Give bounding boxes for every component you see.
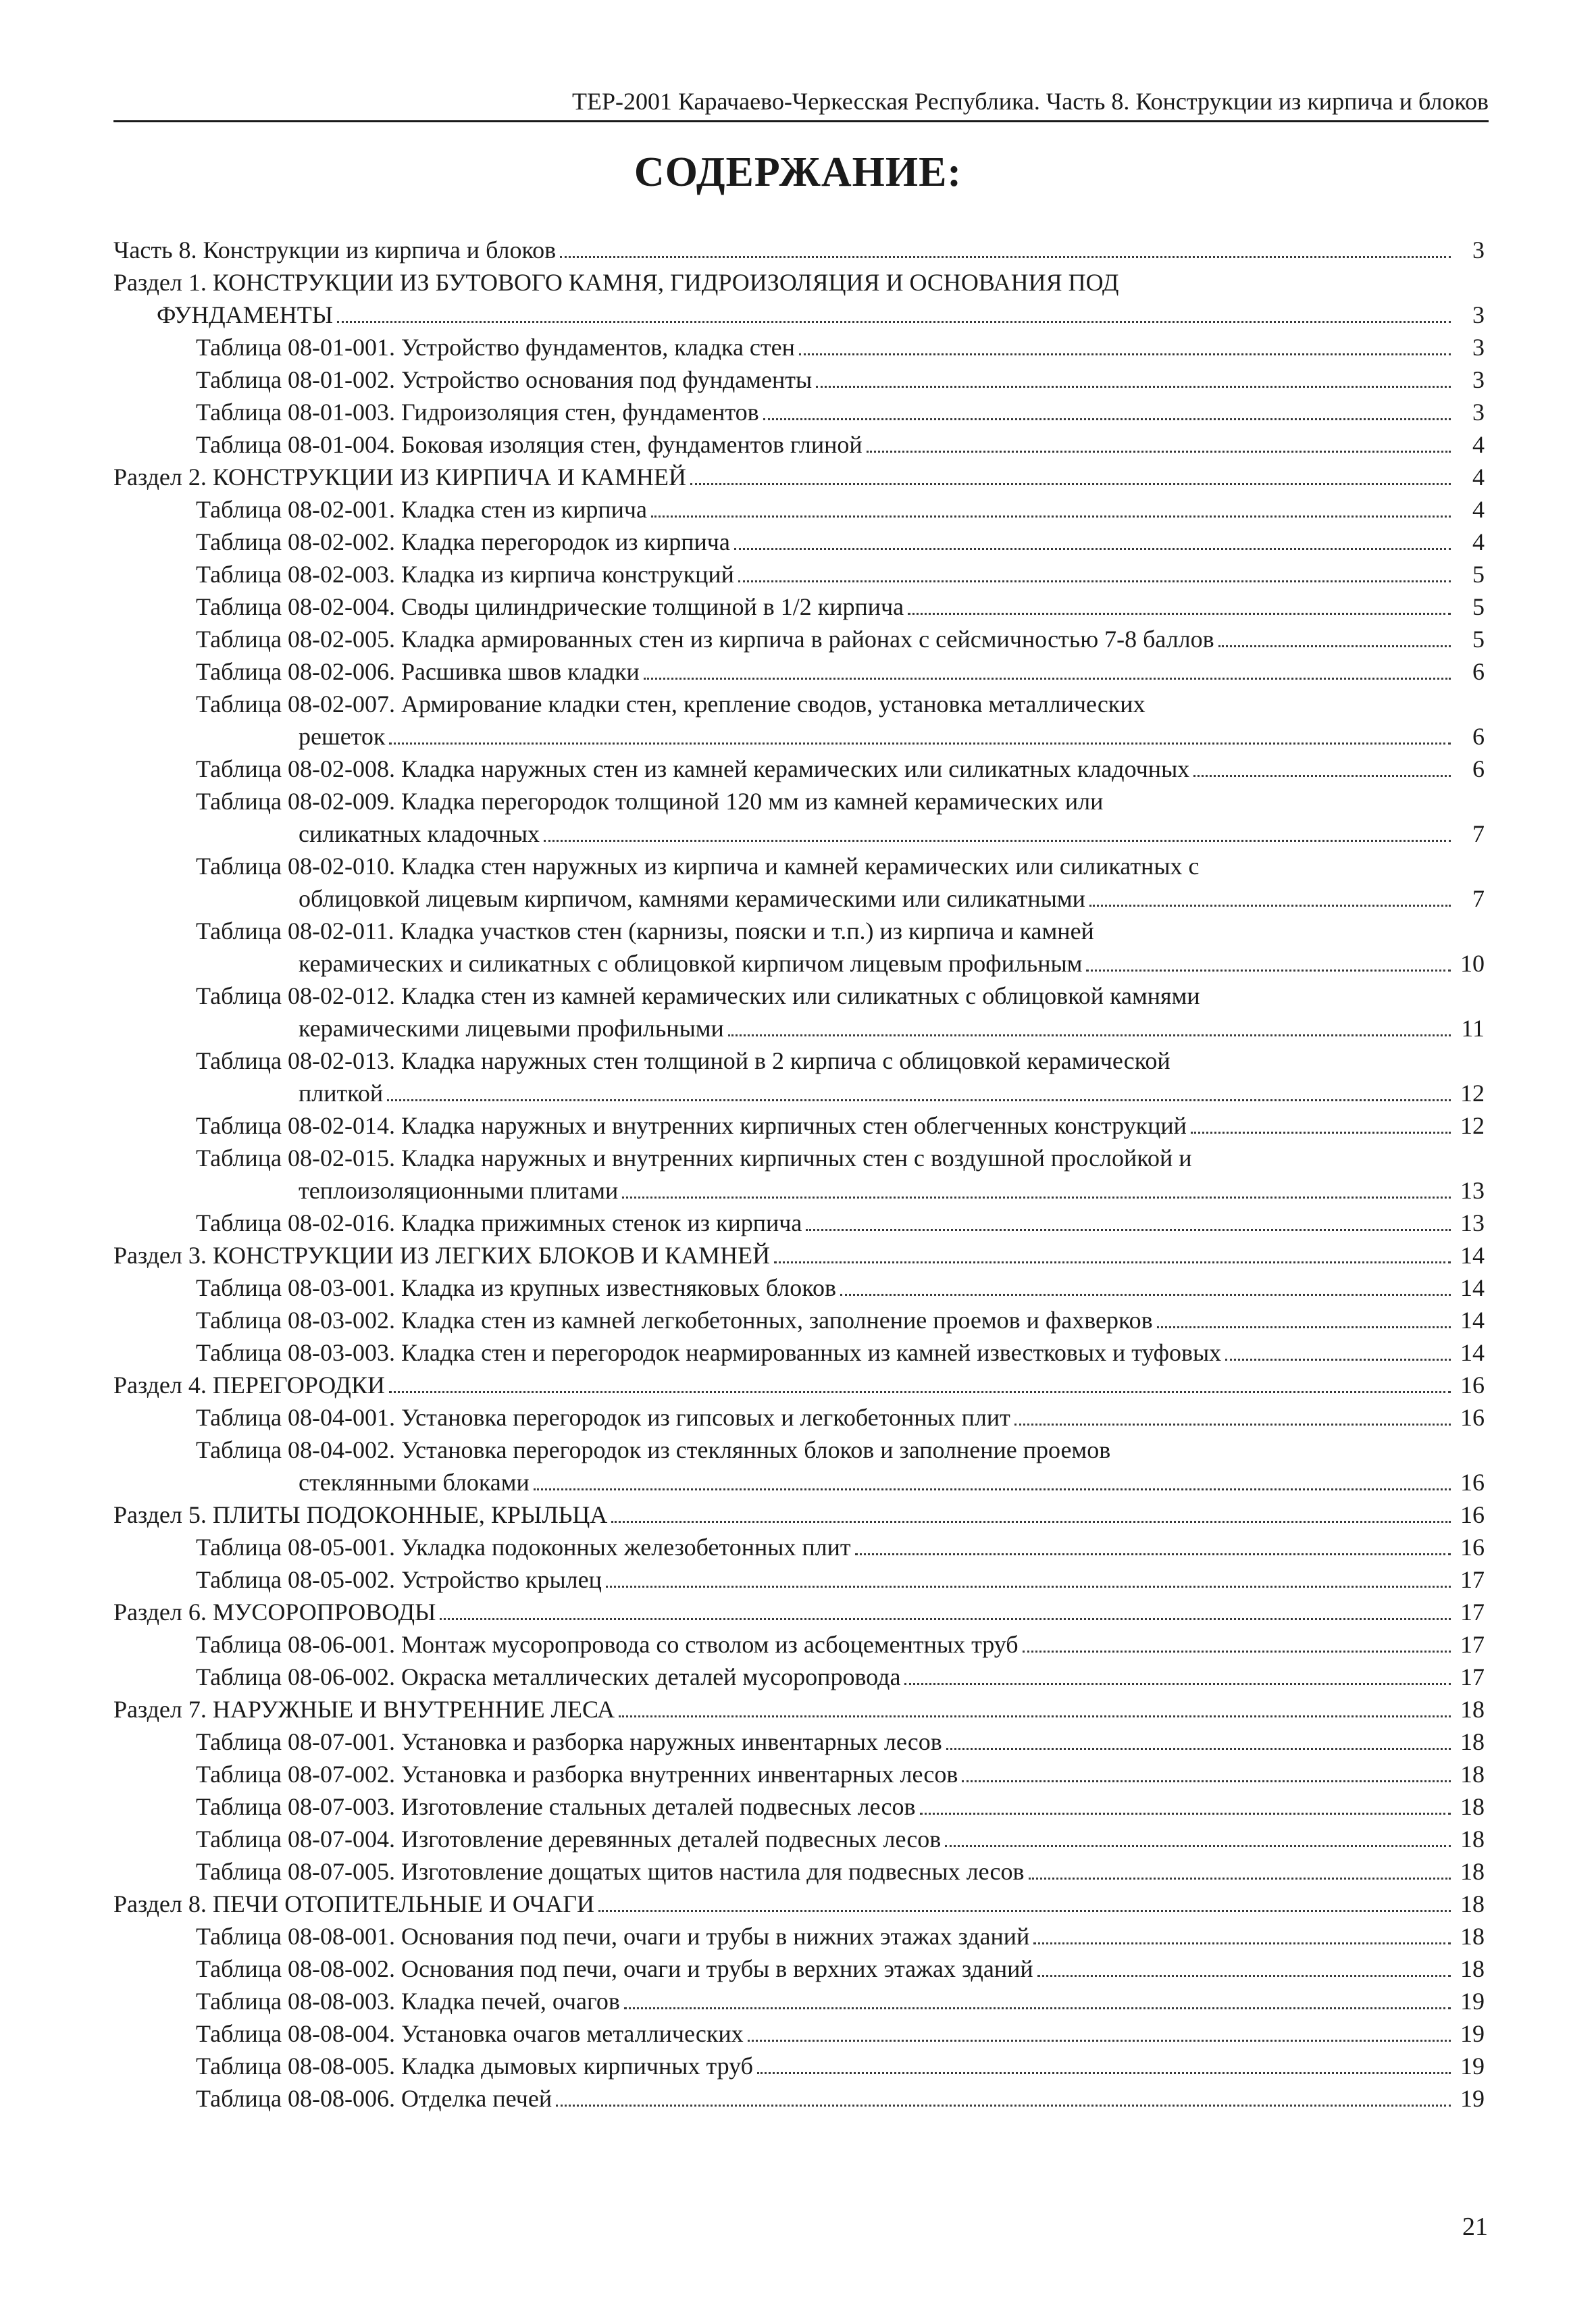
toc-page-number: 16: [1460, 1501, 1485, 1528]
toc-page-number: 5: [1472, 626, 1485, 653]
dot-leader: [908, 613, 1451, 615]
toc-entry-title: Таблица 08-02-009. Кладка перегородок толщиной 120 мм из камней керамических или: [196, 788, 1104, 815]
toc-page-number: 7: [1472, 820, 1485, 847]
dot-leader: [644, 678, 1451, 680]
toc-entry-title: Таблица 08-07-003. Изготовление стальных деталей подвесных лесов: [196, 1793, 916, 1820]
toc-page-number: 5: [1472, 593, 1485, 620]
toc-page-number: 18: [1460, 1761, 1485, 1788]
toc-entry-title: Таблица 08-01-003. Гидроизоляция стен, фундаментов: [196, 399, 759, 426]
toc-entry-table[interactable]: [113, 1434, 1485, 1499]
toc-page-number: 14: [1460, 1339, 1485, 1366]
toc-page-number: 14: [1460, 1274, 1485, 1301]
dot-leader: [598, 1910, 1451, 1912]
toc-entry-title-continuation: облицовкой лицевым кирпичом, камнями керамическими или силикатными: [299, 885, 1085, 912]
dot-leader: [920, 1813, 1451, 1815]
toc-entry-title: Таблица 08-02-007. Армирование кладки стен, крепление сводов, установка металлических: [196, 690, 1145, 718]
toc-entry-title: Таблица 08-04-001. Установка перегородок из гипсовых и легкобетонных плит: [196, 1404, 1010, 1431]
toc-page-number: 3: [1472, 399, 1485, 426]
toc-page-number: 14: [1460, 1242, 1485, 1269]
toc-page-number: 13: [1460, 1209, 1485, 1236]
toc-page-number: 16: [1460, 1469, 1485, 1496]
toc-entry-title: Таблица 08-02-002. Кладка перегородок из кирпича: [196, 528, 730, 555]
toc-entry-title: Таблица 08-02-010. Кладка стен наружных из кирпича и камней керамических или силикатных с: [196, 853, 1200, 880]
dot-leader: [337, 321, 1451, 323]
toc-entry-title: Таблица 08-02-006. Расшивка швов кладки: [196, 658, 640, 685]
toc-entry-table[interactable]: [113, 363, 1485, 396]
toc-entry-title: Таблица 08-07-002. Установка и разборка внутренних инвентарных лесов: [196, 1761, 958, 1788]
toc-entry-title: Раздел 2. КОНСТРУКЦИИ ИЗ КИРПИЧА И КАМНЕЙ: [113, 463, 687, 491]
toc-entry-section[interactable]: [113, 1499, 1485, 1531]
dot-leader: [544, 840, 1451, 842]
toc-page-number: 3: [1472, 301, 1485, 328]
toc-page-number: 12: [1460, 1080, 1485, 1107]
toc-entry-title-continuation: плиткой: [299, 1080, 384, 1107]
toc-entry-table[interactable]: [113, 493, 1485, 526]
toc-entry-title: Таблица 08-07-005. Изготовление дощатых щитов настила для подвесных лесов: [196, 1858, 1025, 1885]
toc-entry-table[interactable]: [113, 2050, 1485, 2082]
toc-entry-title-continuation: решеток: [299, 723, 386, 750]
toc-entry-title-continuation: керамических и силикатных с облицовкой кирпичом лицевым профильным: [299, 950, 1083, 977]
toc-entry-table[interactable]: [113, 590, 1485, 623]
toc-entry-table[interactable]: [113, 1563, 1485, 1596]
toc-entry-table[interactable]: [113, 1109, 1485, 1142]
toc-entry-table[interactable]: [113, 1823, 1485, 1855]
toc-entry-table[interactable]: [113, 1855, 1485, 1888]
dot-leader: [389, 743, 1451, 745]
toc-entry-section[interactable]: [113, 266, 1485, 331]
toc-entry-title: Таблица 08-02-001. Кладка стен из кирпича: [196, 496, 647, 523]
dot-leader: [867, 451, 1451, 453]
toc-entry-table[interactable]: [113, 1272, 1485, 1304]
dot-leader: [1225, 1359, 1451, 1361]
toc-entry-title: Таблица 08-08-006. Отделка печей: [196, 2085, 552, 2112]
toc-entry-title: Таблица 08-02-011. Кладка участков стен (карнизы, пояски и т.п.) из кирпича и камней: [196, 917, 1094, 945]
dot-leader: [1193, 775, 1451, 777]
toc-page-number: 19: [1460, 2085, 1485, 2112]
toc-entry-section[interactable]: [113, 1596, 1485, 1628]
toc-entry-title: Таблица 08-05-001. Укладка подоконных железобетонных плит: [196, 1534, 851, 1561]
toc-entry-title: Таблица 08-07-001. Установка и разборка наружных инвентарных лесов: [196, 1728, 942, 1755]
toc-entry-title: Раздел 4. ПЕРЕГОРОДКИ: [113, 1372, 385, 1399]
dot-leader: [387, 1099, 1451, 1101]
toc-entry-title: Таблица 08-08-004. Установка очагов металлических: [196, 2020, 744, 2047]
toc-entry-table[interactable]: [113, 1531, 1485, 1563]
dot-leader: [904, 1683, 1451, 1685]
toc-entry-table[interactable]: [113, 1726, 1485, 1758]
toc-entry-title: Таблица 08-06-002. Окраска металлических деталей мусоропровода: [196, 1663, 901, 1690]
toc-entry-title: Таблица 08-04-002. Установка перегородок из стеклянных блоков и заполнение проемов: [196, 1436, 1111, 1463]
toc-page-number: 6: [1472, 755, 1485, 782]
dot-leader: [534, 1488, 1451, 1490]
toc-entry-table[interactable]: [113, 396, 1485, 428]
dot-leader: [1086, 970, 1451, 972]
dot-leader: [440, 1618, 1451, 1620]
toc-entry-title-continuation: силикатных кладочных: [299, 820, 540, 847]
toc-page-number: 17: [1460, 1631, 1485, 1658]
dot-leader: [946, 1748, 1451, 1750]
toc-entry-title: Раздел 3. КОНСТРУКЦИИ ИЗ ЛЕГКИХ БЛОКОВ И КАМНЕЙ: [113, 1242, 771, 1269]
toc-entry-title: Таблица 08-08-002. Основания под печи, очаги и трубы в верхних этажах зданий: [196, 1955, 1033, 1982]
toc-entry-section[interactable]: [113, 1888, 1485, 1920]
toc-page-number: 6: [1472, 723, 1485, 750]
toc-entry-title: Раздел 7. НАРУЖНЫЕ И ВНУТРЕННИЕ ЛЕСА: [113, 1696, 615, 1723]
toc-entry-title: Таблица 08-02-013. Кладка наружных стен толщиной в 2 кирпича с облицовкой керамической: [196, 1047, 1170, 1074]
toc-entry-section[interactable]: [113, 1369, 1485, 1401]
toc-page-number: 19: [1460, 1988, 1485, 2015]
dot-leader: [651, 515, 1451, 518]
toc-entry-title: Таблица 08-02-012. Кладка стен из камней керамических или силикатных с облицовкой камнями: [196, 982, 1200, 1009]
toc-entry-table[interactable]: [113, 1661, 1485, 1693]
dot-leader: [1029, 1878, 1451, 1880]
toc-page-number: 13: [1460, 1177, 1485, 1204]
dot-leader: [619, 1715, 1451, 1717]
toc-entry-title-continuation: ФУНДАМЕНТЫ: [157, 301, 334, 328]
toc-entry-table[interactable]: [113, 1401, 1485, 1434]
toc-entry-title: Таблица 08-06-001. Монтаж мусоропровода со стволом из асбоцементных труб: [196, 1631, 1019, 1658]
toc-entry-table[interactable]: [113, 655, 1485, 688]
toc-page-number: 3: [1472, 236, 1485, 263]
toc-entry-section[interactable]: [113, 1239, 1485, 1272]
toc-entry-title: Таблица 08-02-014. Кладка наружных и внутренних кирпичных стен облегченных конструкций: [196, 1112, 1187, 1139]
toc-page-number: 18: [1460, 1890, 1485, 1917]
toc-entry-table[interactable]: [113, 1304, 1485, 1336]
toc-entry-table[interactable]: [113, 623, 1485, 655]
toc-entry-table[interactable]: [113, 1628, 1485, 1661]
toc-entry-part[interactable]: [113, 234, 1485, 266]
dot-leader: [389, 1391, 1451, 1393]
toc-entry-table[interactable]: [113, 1336, 1485, 1369]
toc-page-number: 6: [1472, 658, 1485, 685]
dot-leader: [1191, 1132, 1451, 1134]
toc-entry-title: Таблица 08-02-003. Кладка из кирпича конструкций: [196, 561, 734, 588]
toc-entry-table[interactable]: [113, 2082, 1485, 2115]
page-number: 21: [1462, 2213, 1488, 2241]
toc-entry-table[interactable]: [113, 1953, 1485, 1985]
dot-leader: [738, 580, 1451, 582]
toc-page-number: 18: [1460, 1858, 1485, 1885]
toc-page-number: 19: [1460, 2053, 1485, 2080]
toc-entry-title: Таблица 08-08-003. Кладка печей, очагов: [196, 1988, 620, 2015]
running-header: [113, 82, 1489, 122]
toc-entry-table[interactable]: [113, 558, 1485, 590]
dot-leader: [1014, 1424, 1451, 1426]
dot-leader: [734, 548, 1451, 550]
toc-entry-title: Таблица 08-02-005. Кладка армированных стен из кирпича в районах с сейсмичностью 7-8 баллов: [196, 626, 1214, 653]
dot-leader: [945, 1845, 1451, 1847]
toc-page-number: 18: [1460, 1955, 1485, 1982]
toc-page-number: 3: [1472, 366, 1485, 393]
dot-leader: [622, 1197, 1451, 1199]
toc-entry-table[interactable]: [113, 1207, 1485, 1239]
toc-page-number: 18: [1460, 1696, 1485, 1723]
toc-entry-table[interactable]: [113, 1920, 1485, 1953]
toc-page-number: 16: [1460, 1404, 1485, 1431]
toc-page-number: 5: [1472, 561, 1485, 588]
toc-page-number: 4: [1472, 431, 1485, 458]
dot-leader: [1218, 645, 1451, 647]
toc-entry-table[interactable]: [113, 850, 1485, 915]
toc-entry-title: Таблица 08-08-001. Основания под печи, очаги и трубы в нижних этажах зданий: [196, 1923, 1030, 1950]
dot-leader: [962, 1780, 1451, 1782]
toc-page-number: 10: [1460, 950, 1485, 977]
toc-entry-title-continuation: теплоизоляционными плитами: [299, 1177, 619, 1204]
toc-page-number: 4: [1472, 496, 1485, 523]
toc-entry-title: Таблица 08-01-002. Устройство основания под фундаменты: [196, 366, 813, 393]
toc-entry-table[interactable]: [113, 753, 1485, 785]
table-of-contents: [113, 234, 1485, 2115]
toc-page-number: 18: [1460, 1728, 1485, 1755]
toc-page-number: 12: [1460, 1112, 1485, 1139]
dot-leader: [728, 1034, 1451, 1036]
dot-leader: [624, 2007, 1451, 2009]
toc-page-number: 17: [1460, 1663, 1485, 1690]
toc-page-number: 4: [1472, 528, 1485, 555]
toc-entry-title: Часть 8. Конструкции из кирпича и блоков: [113, 236, 557, 263]
dot-leader: [611, 1521, 1451, 1523]
dot-leader: [1089, 905, 1451, 907]
toc-entry-title: Таблица 08-02-008. Кладка наружных стен из камней керамических или силикатных кладочных: [196, 755, 1190, 782]
toc-entry-title: Раздел 1. КОНСТРУКЦИИ ИЗ БУТОВОГО КАМНЯ, ГИДРОИЗОЛЯЦИЯ И ОСНОВАНИЯ ПОД: [113, 269, 1119, 296]
dot-leader: [560, 256, 1451, 258]
toc-entry-table[interactable]: [113, 688, 1485, 753]
page-title: СОДЕРЖАНИЕ:: [634, 149, 962, 195]
dot-leader: [556, 2105, 1451, 2107]
toc-page-number: 16: [1460, 1534, 1485, 1561]
dot-leader: [1033, 1942, 1451, 1944]
toc-entry-title: Раздел 5. ПЛИТЫ ПОДОКОННЫЕ, КРЫЛЬЦА: [113, 1501, 608, 1528]
running-header-text: ТЕР-2001 Карачаево-Черкесская Республика. Часть 8. Конструкции из кирпича и блоков: [571, 88, 1489, 115]
toc-entry-title: Таблица 08-02-016. Кладка прижимных стенок из кирпича: [196, 1209, 802, 1236]
toc-page-number: 7: [1472, 885, 1485, 912]
toc-entry-table[interactable]: [113, 1045, 1485, 1109]
toc-entry-title: Таблица 08-02-015. Кладка наружных и внутренних кирпичных стен с воздушной прослойкой и: [196, 1145, 1192, 1172]
toc-page-number: 11: [1461, 1015, 1485, 1042]
toc-entry-table[interactable]: [113, 980, 1485, 1045]
toc-entry-title: Таблица 08-03-001. Кладка из крупных известняковых блоков: [196, 1274, 836, 1301]
toc-entry-title-continuation: керамическими лицевыми профильными: [299, 1015, 724, 1042]
toc-entry-title: Таблица 08-01-004. Боковая изоляция стен, фундаментов глиной: [196, 431, 863, 458]
toc-entry-table[interactable]: [113, 428, 1485, 461]
toc-entry-title: Таблица 08-03-003. Кладка стен и перегородок неармированных из камней известковых и туфовых: [196, 1339, 1222, 1366]
toc-entry-table[interactable]: [113, 1758, 1485, 1790]
dot-leader: [799, 353, 1451, 355]
toc-entry-title: Раздел 8. ПЕЧИ ОТОПИТЕЛЬНЫЕ И ОЧАГИ: [113, 1890, 595, 1917]
toc-entry-title: Раздел 6. МУСОРОПРОВОДЫ: [113, 1599, 436, 1626]
toc-page-number: 18: [1460, 1793, 1485, 1820]
toc-entry-table[interactable]: [113, 915, 1485, 980]
toc-entry-title: Таблица 08-07-004. Изготовление деревянных деталей подвесных лесов: [196, 1826, 942, 1853]
dot-leader: [1157, 1326, 1451, 1328]
dot-leader: [1023, 1651, 1451, 1653]
toc-entry-table[interactable]: [113, 1142, 1485, 1207]
dot-leader: [606, 1586, 1451, 1588]
toc-page-number: 4: [1472, 463, 1485, 491]
toc-entry-title: Таблица 08-05-002. Устройство крылец: [196, 1566, 602, 1593]
toc-entry-section[interactable]: [113, 1693, 1485, 1726]
toc-entry-table[interactable]: [113, 2017, 1485, 2050]
toc-page-number: 18: [1460, 1826, 1485, 1853]
toc-page-number: 14: [1460, 1307, 1485, 1334]
toc-entry-section[interactable]: [113, 461, 1485, 493]
dot-leader: [855, 1553, 1451, 1555]
dot-leader: [757, 2072, 1451, 2074]
toc-page-number: 19: [1460, 2020, 1485, 2047]
dot-leader: [1037, 1975, 1451, 1977]
toc-page-number: 3: [1472, 334, 1485, 361]
toc-entry-table[interactable]: [113, 331, 1485, 363]
toc-entry-table[interactable]: [113, 1790, 1485, 1823]
dot-leader: [816, 386, 1451, 388]
toc-page-number: 16: [1460, 1372, 1485, 1399]
dot-leader: [806, 1229, 1451, 1231]
toc-entry-title: Таблица 08-08-005. Кладка дымовых кирпичных труб: [196, 2053, 753, 2080]
dot-leader: [690, 483, 1451, 485]
dot-leader: [840, 1294, 1451, 1296]
toc-entry-table[interactable]: [113, 526, 1485, 558]
toc-entry-table[interactable]: [113, 1985, 1485, 2017]
toc-entry-title-continuation: стеклянными блоками: [299, 1469, 530, 1496]
toc-page-number: 17: [1460, 1599, 1485, 1626]
toc-entry-table[interactable]: [113, 785, 1485, 850]
toc-entry-title: Таблица 08-02-004. Своды цилиндрические толщиной в 1/2 кирпича: [196, 593, 904, 620]
dot-leader: [763, 418, 1451, 420]
dot-leader: [774, 1261, 1451, 1263]
toc-page-number: 17: [1460, 1566, 1485, 1593]
toc-entry-title: Таблица 08-01-001. Устройство фундаментов, кладка стен: [196, 334, 795, 361]
toc-page-number: 18: [1460, 1923, 1485, 1950]
dot-leader: [748, 2040, 1451, 2042]
toc-entry-title: Таблица 08-03-002. Кладка стен из камней легкобетонных, заполнение проемов и фахверков: [196, 1307, 1153, 1334]
